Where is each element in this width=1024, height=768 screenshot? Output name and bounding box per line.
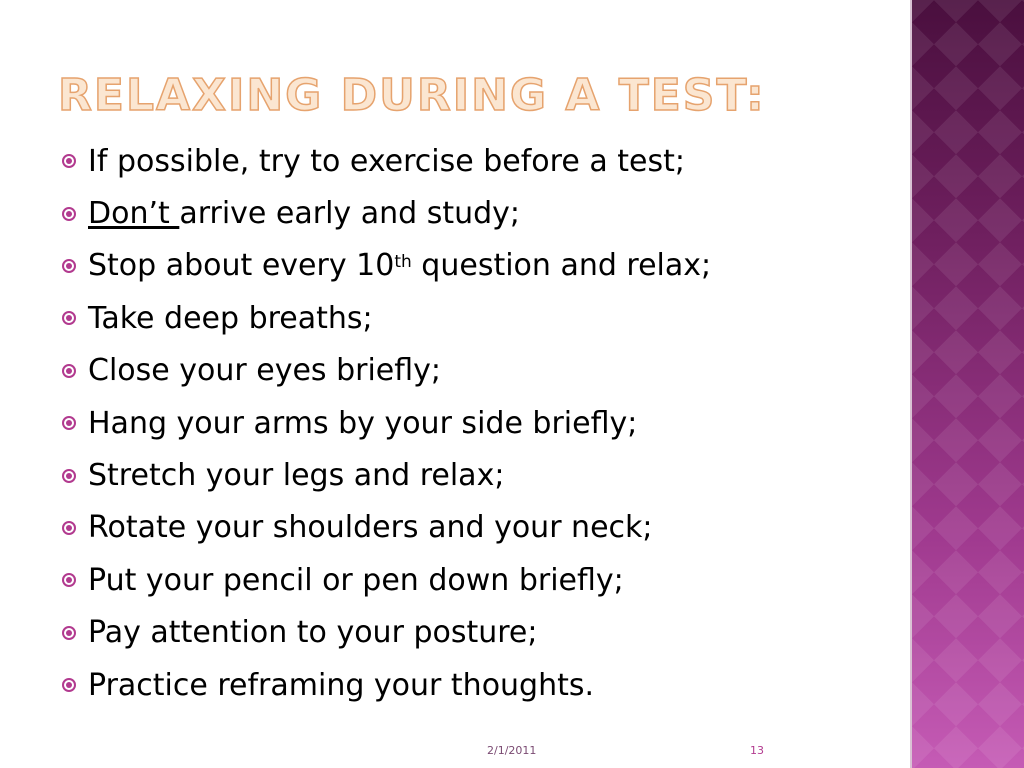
list-item: [62, 449, 711, 501]
list-item-text: Take deep breaths;: [88, 300, 373, 336]
superscript: th: [394, 251, 412, 272]
bullet-list: [62, 135, 711, 711]
list-item: [62, 345, 711, 397]
list-item: [62, 659, 711, 711]
circle-dot-icon: [62, 626, 76, 640]
list-item-text: Stretch your legs and relax;: [88, 458, 505, 494]
list-item: [62, 607, 711, 659]
slide-title: RELAXING DURING A TEST:: [58, 70, 766, 121]
list-item-text: arrive early and study;: [179, 196, 521, 232]
list-item: [62, 502, 711, 554]
underlined-text: Don’t: [88, 196, 180, 232]
circle-dot-icon: [62, 207, 76, 221]
circle-dot-icon: [62, 469, 76, 483]
list-item: [62, 292, 711, 344]
list-item: [62, 187, 711, 239]
list-item-text: Close your eyes briefly;: [88, 353, 442, 389]
list-item: [62, 240, 711, 292]
circle-dot-icon: [62, 521, 76, 535]
list-item-text: Stop about every 10: [88, 248, 395, 284]
list-item-text: Put your pencil or pen down briefly;: [88, 562, 624, 598]
list-item-text: question and relax;: [411, 248, 712, 284]
list-item: [62, 397, 711, 449]
circle-dot-icon: [62, 364, 76, 378]
circle-dot-icon: [62, 311, 76, 325]
list-item-text: Practice reframing your thoughts.: [88, 667, 595, 703]
list-item-text: Rotate your shoulders and your neck;: [88, 510, 653, 546]
list-item-text: Pay attention to your posture;: [88, 615, 538, 651]
list-item-text: If possible, try to exercise before a test;: [88, 143, 685, 179]
list-item: [62, 135, 711, 187]
circle-dot-icon: [62, 678, 76, 692]
circle-dot-icon: [62, 154, 76, 168]
decorative-side-band: [912, 0, 1024, 768]
list-item-text: Hang your arms by your side briefly;: [88, 405, 638, 441]
circle-dot-icon: [62, 416, 76, 430]
page-number: 13: [750, 744, 764, 757]
list-item: [62, 554, 711, 606]
circle-dot-icon: [62, 259, 76, 273]
footer-date: 2/1/2011: [487, 744, 537, 757]
circle-dot-icon: [62, 573, 76, 587]
